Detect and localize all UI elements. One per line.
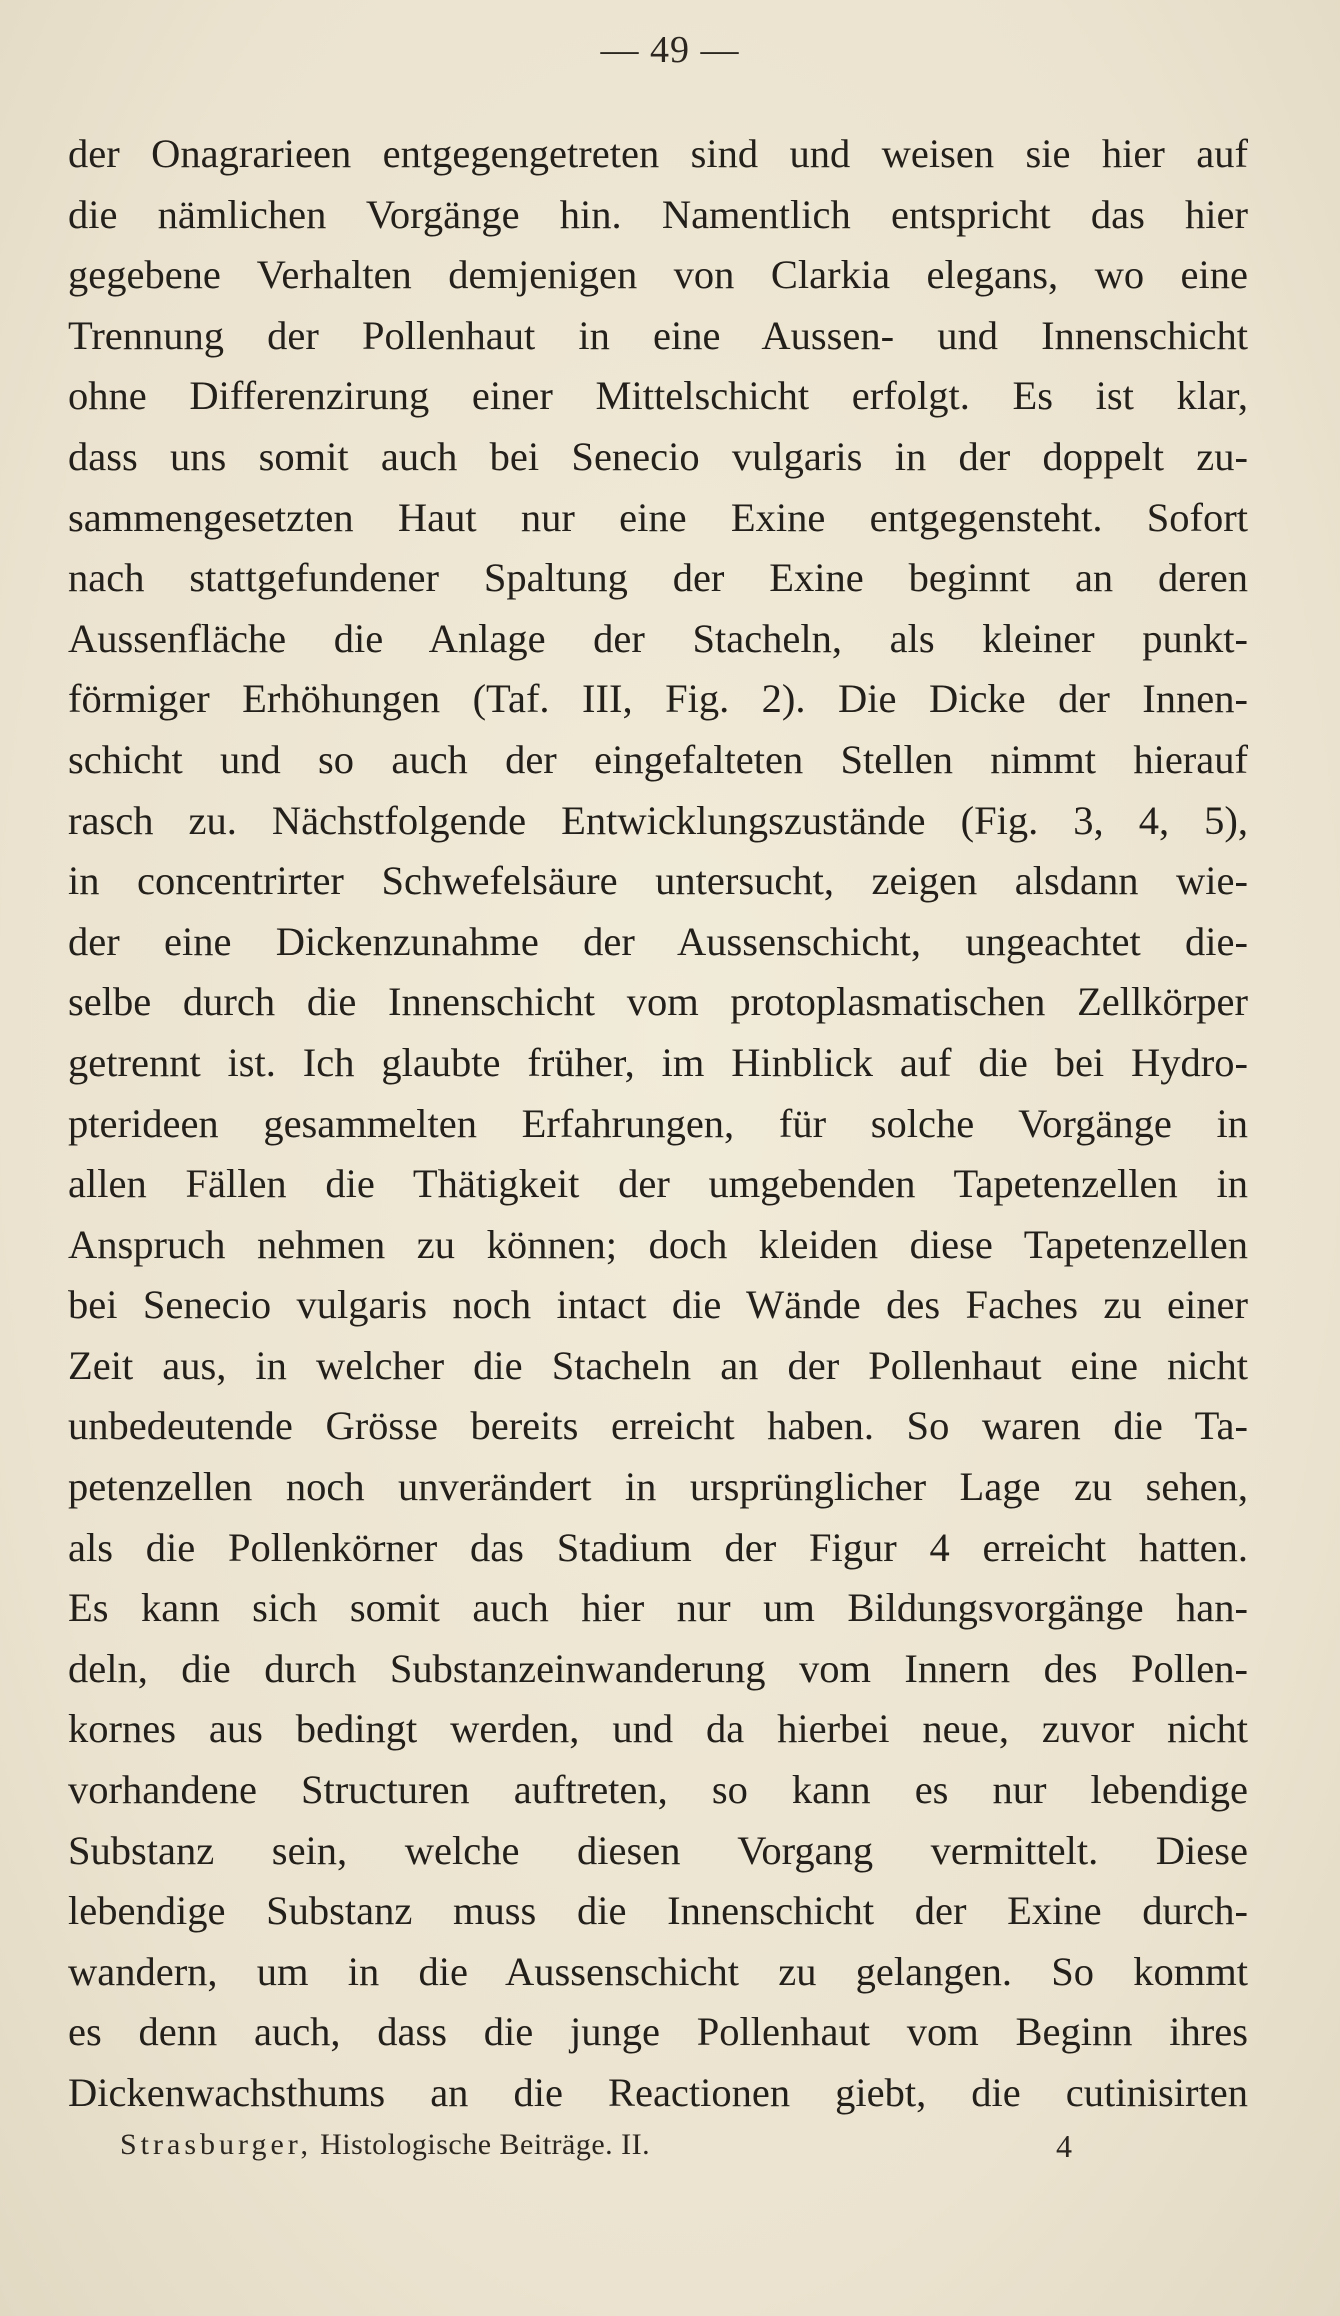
text-line: allen Fällen die Thätigkeit der umgebenden Tapetenzellen in [68, 1161, 1248, 1207]
text-line: rasch zu. Nächstfolgende Entwicklungszustände (Fig. 3, 4, 5), [68, 797, 1248, 843]
text-line: in concentrirter Schwefelsäure untersucht, zeigen alsdann wie- [68, 858, 1248, 904]
text-line: Trennung der Pollenhaut in eine Aussen- und Innenschicht [68, 312, 1248, 358]
text-line: selbe durch die Innenschicht vom protoplasmatischen Zellkörper [68, 979, 1248, 1025]
text-line: pterideen gesammelten Erfahrungen, für solche Vorgänge in [68, 1100, 1248, 1146]
text-line: lebendige Substanz muss die Innenschicht der Exine durch- [68, 1888, 1248, 1934]
text-line: dass uns somit auch bei Senecio vulgaris in der doppelt zu- [68, 433, 1248, 479]
text-line: ohne Differenzirung einer Mittelschicht erfolgt. Es ist klar, [68, 373, 1248, 419]
text-line: Anspruch nehmen zu können; doch kleiden diese Tapetenzellen [68, 1221, 1248, 1267]
text-line: Dickenwachsthums an die Reactionen giebt, die cutinisirten [68, 2070, 1248, 2115]
signature-mark: 4 [1056, 2128, 1072, 2164]
text-line: kornes aus bedingt werden, und da hierbei neue, zuvor nicht [68, 1706, 1248, 1752]
text-line: wandern, um in die Aussenschicht zu gelangen. So kommt [68, 1948, 1248, 1994]
text-line: als die Pollenkörner das Stadium der Figur 4 erreicht hatten. [68, 1524, 1248, 1570]
text-line: der eine Dickenzunahme der Aussenschicht, ungeachtet die- [68, 918, 1248, 964]
text-line: deln, die durch Substanzeinwanderung vom Innern des Pollen- [68, 1645, 1248, 1691]
text-line: getrennt ist. Ich glaubte früher, im Hinblick auf die bei Hydro- [68, 1039, 1248, 1085]
page-number-header: — 49 — [600, 29, 740, 71]
text-line: Aussenfläche die Anlage der Stacheln, als kleiner punkt- [68, 615, 1248, 661]
text-line: Substanz sein, welche diesen Vorgang vermittelt. Diese [68, 1827, 1248, 1873]
text-line: vorhandene Structuren auftreten, so kann es nur lebendige [68, 1767, 1248, 1813]
footer-running-title [120, 2128, 650, 2162]
text-line: unbedeutende Grösse bereits erreicht haben. So waren die Ta- [68, 1403, 1248, 1449]
page-footer [120, 2128, 1080, 2176]
text-line: förmiger Erhöhungen (Taf. III, Fig. 2). Die Dicke der Innen- [68, 676, 1248, 722]
body-text [68, 124, 1248, 2124]
text-line: nach stattgefundener Spaltung der Exine beginnt an deren [68, 555, 1248, 601]
text-line: petenzellen noch unverändert in ursprünglicher Lage zu sehen, [68, 1464, 1248, 1510]
text-line: schicht und so auch der eingefalteten Stellen nimmt hierauf [68, 736, 1248, 782]
text-line: es denn auch, dass die junge Pollenhaut vom Beginn ihres [68, 2009, 1248, 2055]
footer-author: Strasburger, [120, 2128, 313, 2161]
text-line: Zeit aus, in welcher die Stacheln an der Pollenhaut eine nicht [68, 1342, 1248, 1388]
footer-title: Histologische Beiträge. II. [320, 2128, 651, 2161]
text-line: sammengesetzten Haut nur eine Exine entgegensteht. Sofort [68, 494, 1248, 540]
text-line: gegebene Verhalten demjenigen von Clarkia elegans, wo eine [68, 252, 1248, 298]
text-line: Es kann sich somit auch hier nur um Bildungsvorgänge han- [68, 1585, 1248, 1631]
text-line: bei Senecio vulgaris noch intact die Wände des Faches zu einer [68, 1282, 1248, 1328]
text-line: die nämlichen Vorgänge hin. Namentlich entspricht das hier [68, 191, 1248, 237]
text-line: der Onagrarieen entgegengetreten sind und weisen sie hier auf [68, 131, 1248, 176]
